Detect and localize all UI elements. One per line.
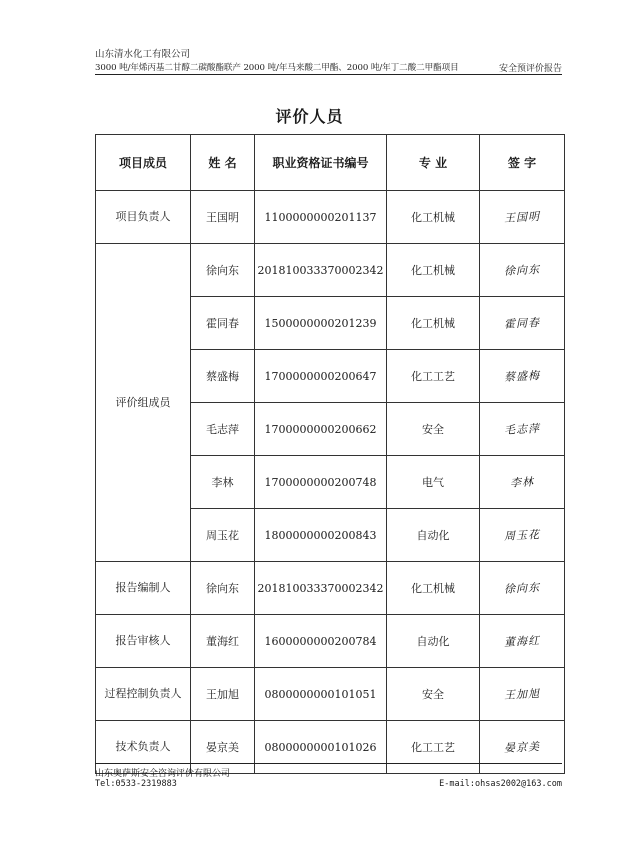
major-cell: 化工机械 bbox=[387, 244, 480, 297]
cert-cell: 1500000000201239 bbox=[255, 297, 387, 350]
role-cell: 过程控制负责人 bbox=[96, 668, 191, 721]
role-cell: 项目负责人 bbox=[96, 191, 191, 244]
name-cell: 蔡盛梅 bbox=[191, 350, 255, 403]
cert-cell: 201810033370002342 bbox=[255, 244, 387, 297]
handwritten-signature: 李林 bbox=[509, 475, 535, 490]
table-row bbox=[96, 615, 565, 668]
cert-cell: 1600000000200784 bbox=[255, 615, 387, 668]
signature-cell bbox=[480, 668, 565, 721]
major-cell: 化工工艺 bbox=[387, 350, 480, 403]
name-cell: 毛志萍 bbox=[191, 403, 255, 456]
signature-cell bbox=[480, 350, 565, 403]
cert-cell: 0800000000101051 bbox=[255, 668, 387, 721]
handwritten-signature: 董海红 bbox=[503, 634, 541, 649]
col-header-major: 专 业 bbox=[387, 135, 480, 191]
major-cell: 电气 bbox=[387, 456, 480, 509]
signature-cell bbox=[480, 403, 565, 456]
role-cell: 报告审核人 bbox=[96, 615, 191, 668]
signature-cell bbox=[480, 297, 565, 350]
signature-cell bbox=[480, 562, 565, 615]
table-row bbox=[96, 668, 565, 721]
handwritten-signature: 王加旭 bbox=[503, 687, 541, 702]
signature-cell bbox=[480, 721, 565, 774]
name-cell: 晏京美 bbox=[191, 721, 255, 774]
name-cell: 李林 bbox=[191, 456, 255, 509]
handwritten-signature: 徐向东 bbox=[503, 581, 541, 596]
col-header-cert: 职业资格证书编号 bbox=[255, 135, 387, 191]
footer-divider bbox=[95, 763, 562, 764]
cert-cell: 1100000000201137 bbox=[255, 191, 387, 244]
handwritten-signature: 霍同春 bbox=[503, 316, 541, 331]
role-cell: 技术负责人 bbox=[96, 721, 191, 774]
role-cell: 报告编制人 bbox=[96, 562, 191, 615]
table-row bbox=[96, 562, 565, 615]
group-role-cell: 评价组成员 bbox=[96, 244, 191, 562]
header-divider bbox=[95, 74, 562, 75]
name-cell: 董海红 bbox=[191, 615, 255, 668]
cert-cell: 201810033370002342 bbox=[255, 562, 387, 615]
table-row bbox=[96, 244, 565, 297]
footer-company: 山东奥萨斯安全咨询评价有限公司 bbox=[95, 769, 231, 779]
cert-cell: 1700000000200748 bbox=[255, 456, 387, 509]
evaluators-table bbox=[95, 134, 565, 774]
major-cell: 安全 bbox=[387, 403, 480, 456]
footer-tel: Tel:0533-2319883 bbox=[95, 779, 177, 789]
col-header-role: 项目成员 bbox=[96, 135, 191, 191]
name-cell: 王加旭 bbox=[191, 668, 255, 721]
cert-cell: 1700000000200662 bbox=[255, 403, 387, 456]
major-cell: 化工机械 bbox=[387, 191, 480, 244]
handwritten-signature: 王国明 bbox=[503, 210, 541, 225]
signature-cell bbox=[480, 456, 565, 509]
col-header-name: 姓 名 bbox=[191, 135, 255, 191]
handwritten-signature: 蔡盛梅 bbox=[503, 369, 541, 384]
name-cell: 徐向东 bbox=[191, 244, 255, 297]
signature-cell bbox=[480, 244, 565, 297]
major-cell: 化工工艺 bbox=[387, 721, 480, 774]
handwritten-signature: 徐向东 bbox=[503, 263, 541, 278]
footer-email: E-mail:ohsas2002@163.com bbox=[439, 779, 562, 789]
handwritten-signature: 晏京美 bbox=[503, 740, 541, 755]
major-cell: 安全 bbox=[387, 668, 480, 721]
name-cell: 王国明 bbox=[191, 191, 255, 244]
cert-cell: 1800000000200843 bbox=[255, 509, 387, 562]
table-header-row bbox=[96, 135, 565, 191]
signature-cell bbox=[480, 615, 565, 668]
header-project: 3000 吨/年烯丙基二甘醇二碳酸酯联产 2000 吨/年马来酸二甲酯、2000 吨/年丁二酸二甲酯项目 bbox=[95, 63, 459, 73]
col-header-signature: 签 字 bbox=[480, 135, 565, 191]
major-cell: 自动化 bbox=[387, 509, 480, 562]
name-cell: 周玉花 bbox=[191, 509, 255, 562]
handwritten-signature: 周玉花 bbox=[503, 528, 541, 543]
major-cell: 化工机械 bbox=[387, 297, 480, 350]
cert-cell: 0800000000101026 bbox=[255, 721, 387, 774]
header-report-type: 安全预评价报告 bbox=[498, 64, 562, 74]
signature-cell bbox=[480, 509, 565, 562]
cert-cell: 1700000000200647 bbox=[255, 350, 387, 403]
name-cell: 霍同春 bbox=[191, 297, 255, 350]
name-cell: 徐向东 bbox=[191, 562, 255, 615]
handwritten-signature: 毛志萍 bbox=[503, 422, 541, 437]
signature-cell bbox=[480, 191, 565, 244]
major-cell: 自动化 bbox=[387, 615, 480, 668]
major-cell: 化工机械 bbox=[387, 562, 480, 615]
page-title: 评价人员 bbox=[275, 107, 344, 126]
table-row bbox=[96, 191, 565, 244]
header-company: 山东清水化工有限公司 bbox=[95, 49, 191, 60]
